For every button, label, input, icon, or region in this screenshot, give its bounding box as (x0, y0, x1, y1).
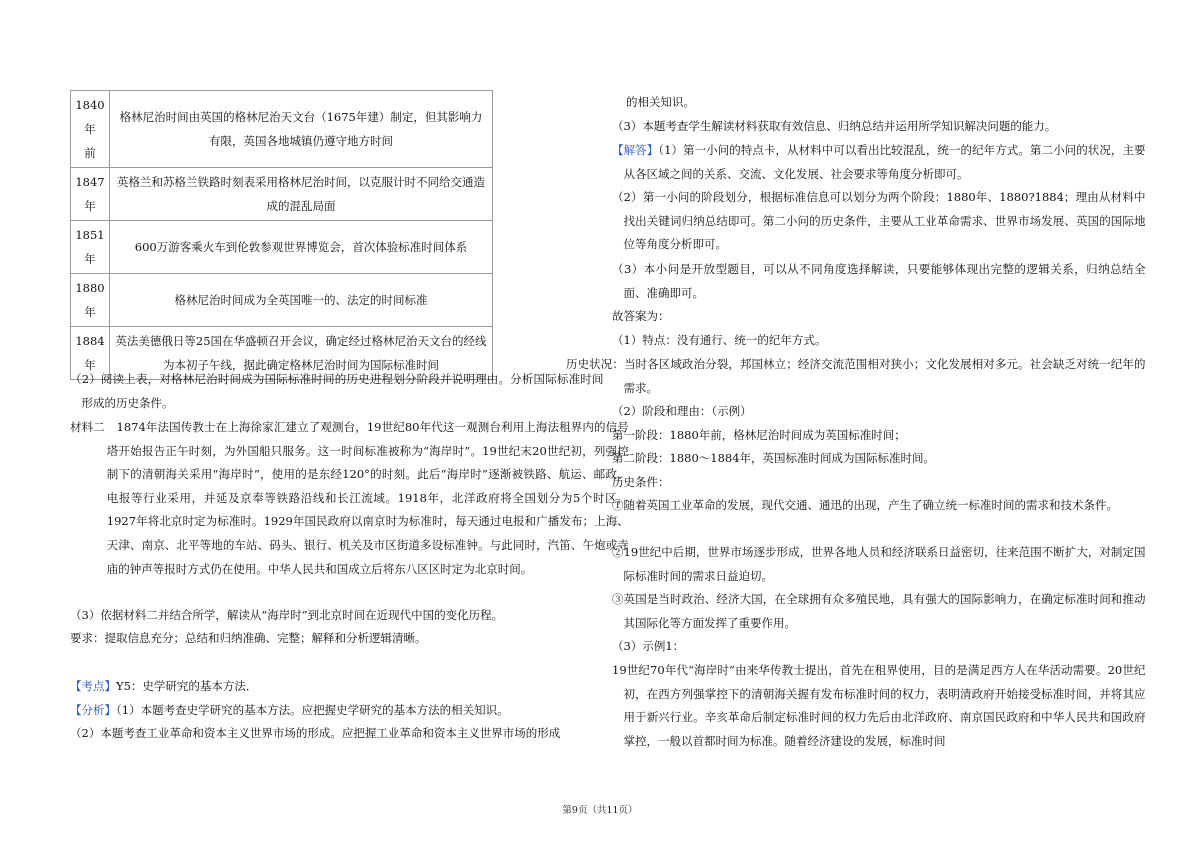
stage-1: 第一阶段：1880年前，格林尼治时间成为英国标准时间； (612, 428, 906, 442)
jieda-2: （2）第一小问的阶段划分，根据标准信息可以划分为两个阶段：1880年、1880?1884；理由从材料中找出关键词归纳总结即可。第二小问的历史条件，主要从工业革命需求、世界市场发展、英国的国际地位等角度分析即可。 (612, 190, 1146, 252)
year-cell (71, 91, 110, 168)
related-knowledge: 的相关知识。 (626, 95, 695, 109)
event-cell: 600万游客乘火车到伦敦参观世界博览会，首次体验标准时间体系 (110, 221, 493, 274)
kaodian-text: Y5：史学研究的基本方法． (116, 679, 258, 693)
question-2: （2）阅读上表，对格林尼治时间成为国际标准时间的历史进程划分阶段并说明理由。分析国际标准时间形成的历史条件。 (70, 372, 604, 410)
requirement: 要求：提取信息充分；总结和归纳准确、完整；解释和分析逻辑清晰。 (70, 631, 427, 645)
jieda-3: （3）本小问是开放型题目，可以从不同角度选择解读，只要能够体现出完整的逻辑关系，归纳总结全面、准确即可。 (612, 262, 1146, 300)
answer-1-status: 历史状况：当时各区域政治分裂，邦国林立；经济交流范围相对狭小；文化发展相对多元。社会缺乏对统一纪年的需求。 (566, 357, 1146, 395)
year-value: 1884 (75, 334, 105, 348)
analysis-3: （3）本题考查学生解读材料获取有效信息、归纳总结并运用所学知识解决问题的能力。 (612, 119, 1057, 133)
condition-3: ③英国是当时政治、经济大国，在全球拥有众多殖民地，具有强大的国际影响力，在确定标准时间和推动其国际化等方面发挥了重要作用。 (612, 592, 1146, 630)
table-row (71, 221, 493, 274)
fenxi-2: （2）本题考查工业革命和资本主义世界市场的形成。应把握工业革命和资本主义世界市场的形成 (70, 726, 561, 740)
year-value: 1880 (75, 281, 105, 295)
condition-1: ①随着英国工业革命的发展，现代交通、通迅的出现，产生了确立统一标准时间的需求和技术条件。 (612, 498, 1118, 512)
year-suffix: 前 (84, 146, 96, 160)
answer-1: （1）特点：没有通行、统一的纪年方式。 (612, 333, 827, 347)
page-number: 第9页（共11页） (562, 805, 638, 816)
example-1: 19世纪70年代“海岸时”由来华传教士提出，首先在租界使用，目的是满足西方人在华活动需要。20世纪初，在西方列强掌控下的清朝海关握有发布标准时间的权力，表明清政府开始接受标准时间，并将其应用于新兴行业。辛亥革命后制定标准时间的权力先后由北洋政府、南京国民政府和中华人民共和国政府掌控，一般以首都时间为标准。随着经济建设的发展，标准时间 (612, 663, 1146, 748)
fenxi (70, 699, 592, 723)
jieda-tag: 【解答】 (612, 143, 659, 157)
year-unit: 年 (84, 358, 96, 372)
year-cell (71, 168, 110, 221)
fenxi-tag: 【分析】 (70, 703, 116, 717)
event-cell: 格林尼治时间成为全英国唯一的、法定的时间标准 (110, 274, 493, 327)
conditions-label: 历史条件： (612, 475, 670, 489)
year-cell (71, 221, 110, 274)
year-unit: 年 (84, 305, 96, 319)
answer-2: （2）阶段和理由：（示例） (612, 404, 752, 418)
jieda-1 (612, 139, 1146, 186)
table-row (71, 91, 493, 168)
kaodian (70, 675, 592, 699)
year-unit: 年 (84, 199, 96, 213)
year-value: 1847 (75, 175, 105, 189)
kaodian-tag: 【考点】 (70, 679, 116, 693)
year-unit: 年 (84, 252, 96, 266)
event-cell: 英法美德俄日等25国在华盛顿召开会议，确定经过格林尼治天文台的经线为本初子午线，据此确定格林尼治时间为国际标准时间 (110, 327, 493, 380)
stage-2: 第二阶段：1880～1884年，英国标准时间成为国际标准时间。 (612, 451, 936, 465)
material-2: 材料二 1874年法国传教士在上海徐家汇建立了观测台，19世纪80年代这一观测台利用上海法租界内的信号塔开始报告正午时刻，为外国船只服务。这一时间标准被称为“海岸时”。19世纪末20世纪初，列强控制下的清朝海关采用“海岸时”，使用的是东经120°的时刻。此后“海岸时”逐渐被铁路、航运、邮政、电报等行业采用，并延及京奉等铁路沿线和长江流域。1918年，北洋政府将全国划分为5个时区，1927年将北京时定为标准时。1929年国民政府以南京时为标准时，每天通过电报和广播发布；上海、天津、南京、北平等地的车站、码头、银行、机关及市区街道多设标准钟。与此同时，汽笛、午炮或寺庙的钟声等报时方式仍在使用。中华人民共和国成立后将东八区区时定为北京时间。 (70, 420, 629, 576)
event-cell: 格林尼治时间由英国的格林尼治天文台（1675年建）制定，但其影响力有限，英国各地城镇仍遵守地方时间 (110, 91, 493, 168)
table-row (71, 274, 493, 327)
year-unit: 年 (84, 122, 96, 136)
year-value: 1851 (75, 228, 105, 242)
table-row (71, 168, 493, 221)
jieda-text: （1）第一小问的特点卡，从材料中可以看出比较混乱，统一的纪年方式。第二小问的状况，主要从各区域之间的关系、交流、文化发展、社会要求等角度分析即可。 (623, 143, 1146, 181)
year-cell (71, 274, 110, 327)
question-3: （3）依据材料二并结合所学，解读从“海岸时”到北京时间在近现代中国的变化历程。 (70, 608, 504, 622)
year-value: 1840 (75, 98, 105, 112)
fenxi-text: （1）本题考查史学研究的基本方法。应把握史学研究的基本方法的相关知识。 (116, 703, 509, 717)
example-label: （3）示例1： (612, 639, 685, 653)
condition-2: ②19世纪中后期，世界市场逐步形成，世界各地人员和经济联系日益密切，往来范围不断扩大，对制定国际标准时间的需求日益迫切。 (612, 545, 1146, 583)
event-cell: 英格兰和苏格兰铁路时刻表采用格林尼治时间，以克服计时不同给交通造成的混乱局面 (110, 168, 493, 221)
timeline-table (70, 90, 493, 380)
answer-label: 故答案为： (612, 309, 670, 323)
